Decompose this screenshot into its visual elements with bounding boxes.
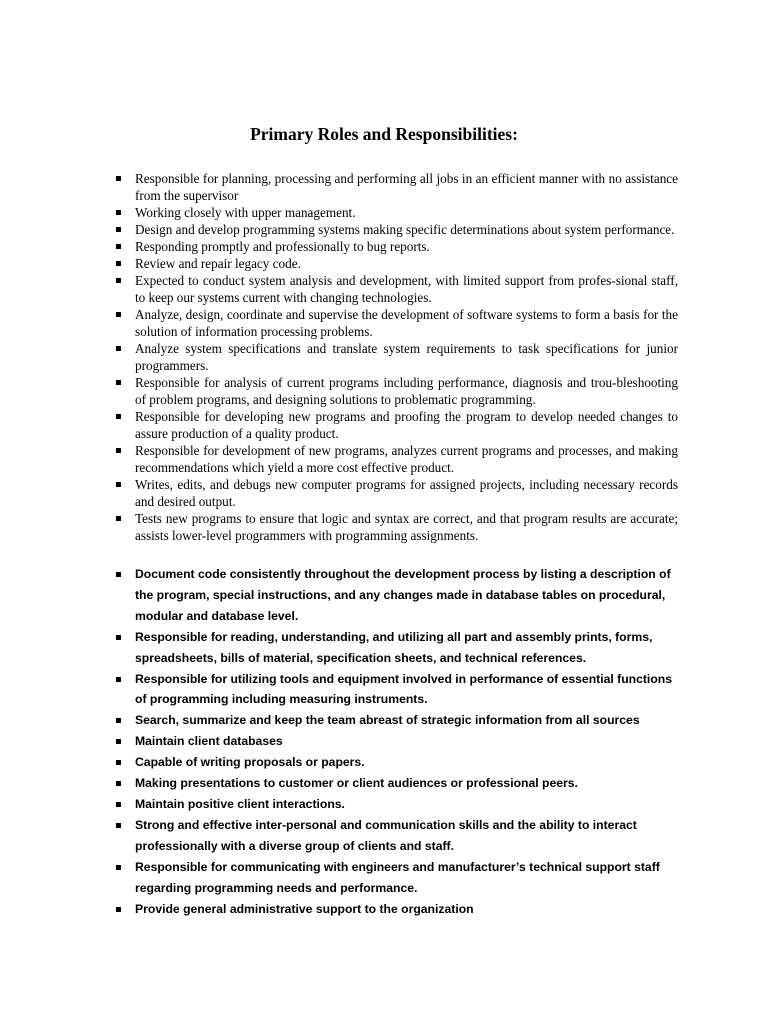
- list-item: [112, 442, 678, 476]
- list-item-text: Working closely with upper management.: [135, 205, 356, 220]
- list-item-text: Strong and effective inter-personal and communication skills and the ability to interact professionally with a diverse group of clients and staff.: [135, 817, 637, 853]
- list-item: [112, 731, 682, 752]
- list-item: [112, 773, 682, 794]
- list-item: [112, 204, 678, 221]
- square-bullet-icon: [116, 312, 121, 317]
- square-bullet-icon: [116, 802, 121, 807]
- square-bullet-icon: [116, 244, 121, 249]
- square-bullet-icon: [116, 516, 121, 521]
- square-bullet-icon: [116, 677, 121, 682]
- list-item: [112, 374, 678, 408]
- square-bullet-icon: [116, 346, 121, 351]
- list-item-text: Search, summarize and keep the team abreast of strategic information from all sources: [135, 713, 640, 728]
- square-bullet-icon: [116, 176, 121, 181]
- square-bullet-icon: [116, 760, 121, 765]
- square-bullet-icon: [116, 572, 121, 577]
- list-item: [112, 564, 682, 627]
- list-item-text: Expected to conduct system analysis and development, with limited support from profes-sional staff, to keep our systems current with changing technologies.: [135, 273, 678, 305]
- list-item-text: Making presentations to customer or client audiences or professional peers.: [135, 776, 578, 791]
- list-item-text: Design and develop programming systems making specific determinations about system performance.: [135, 222, 675, 237]
- list-item: [112, 510, 678, 544]
- list-item-text: Maintain client databases: [135, 734, 283, 749]
- square-bullet-icon: [116, 635, 121, 640]
- list-item: [112, 476, 678, 510]
- list-item: [112, 408, 678, 442]
- list-item-text: Analyze system specifications and translate system requirements to task specifications for junior programmers.: [135, 341, 678, 373]
- list-item: [112, 272, 678, 306]
- list-item-text: Writes, edits, and debugs new computer programs for assigned projects, including necessary records and desired output.: [135, 477, 678, 509]
- list-item-text: Responsible for reading, understanding, and utilizing all part and assembly prints, forms, spreadsheets, bills of material, specification sheets, and technical references.: [135, 629, 653, 665]
- list-item-text: Responsible for communicating with engineers and manufacturer’s technical support staff regarding programming needs and performance.: [135, 859, 660, 895]
- list-item-text: Maintain positive client interactions.: [135, 796, 345, 811]
- list-item-text: Capable of writing proposals or papers.: [135, 755, 365, 770]
- list-item-text: Responsible for developing new programs and proofing the program to develop needed changes to assure production of a quality product.: [135, 409, 678, 441]
- list-item: [112, 752, 682, 773]
- square-bullet-icon: [116, 448, 121, 453]
- list-item-text: Analyze, design, coordinate and supervise the development of software systems to form a basis for the solution of information processing problems.: [135, 307, 678, 339]
- list-item-text: Responsible for development of new programs, analyzes current programs and processes, and making recommendations which yield a more cost effective product.: [135, 443, 678, 475]
- square-bullet-icon: [116, 380, 121, 385]
- square-bullet-icon: [116, 278, 121, 283]
- list-item: [112, 794, 682, 815]
- list-item-text: Responsible for utilizing tools and equipment involved in performance of essential functions of programming including measuring instruments.: [135, 671, 672, 707]
- square-bullet-icon: [116, 865, 121, 870]
- list-item-text: Responsible for planning, processing and performing all jobs in an efficient manner with no assistance from the supervisor: [135, 171, 678, 203]
- list-item: [112, 815, 682, 857]
- list-item: [112, 669, 682, 711]
- square-bullet-icon: [116, 781, 121, 786]
- list-item-text: Document code consistently throughout the development process by listing a description of the program, special instructions, and any changes made in database tables on procedural, modular and database level.: [135, 567, 671, 623]
- list-item-text: Responding promptly and professionally to bug reports.: [135, 239, 430, 254]
- square-bullet-icon: [116, 210, 121, 215]
- list-item: [112, 899, 682, 920]
- list-item: [112, 170, 678, 204]
- list-item: [112, 306, 678, 340]
- square-bullet-icon: [116, 739, 121, 744]
- list-item: [112, 857, 682, 899]
- list-item: [112, 340, 678, 374]
- list-item: [112, 710, 682, 731]
- square-bullet-icon: [116, 482, 121, 487]
- square-bullet-icon: [116, 718, 121, 723]
- list-item-text: Responsible for analysis of current programs including performance, diagnosis and trou-bleshooting of problem programs, and designing solutions to problematic programming.: [135, 375, 678, 407]
- list-item-text: Review and repair legacy code.: [135, 256, 301, 271]
- square-bullet-icon: [116, 414, 121, 419]
- responsibilities-list-sans: [112, 564, 682, 919]
- page-title: Primary Roles and Responsibilities:: [250, 124, 518, 144]
- square-bullet-icon: [116, 823, 121, 828]
- square-bullet-icon: [116, 261, 121, 266]
- list-item: [112, 238, 678, 255]
- list-item: [112, 221, 678, 238]
- square-bullet-icon: [116, 907, 121, 912]
- square-bullet-icon: [116, 227, 121, 232]
- list-item: [112, 255, 678, 272]
- list-item-text: Provide general administrative support to the organization: [135, 901, 474, 916]
- responsibilities-list-serif: [112, 170, 678, 544]
- list-item-text: Tests new programs to ensure that logic and syntax are correct, and that program results are accurate; assists lower-level programmers with programming assignments.: [135, 511, 678, 543]
- list-item: [112, 627, 682, 669]
